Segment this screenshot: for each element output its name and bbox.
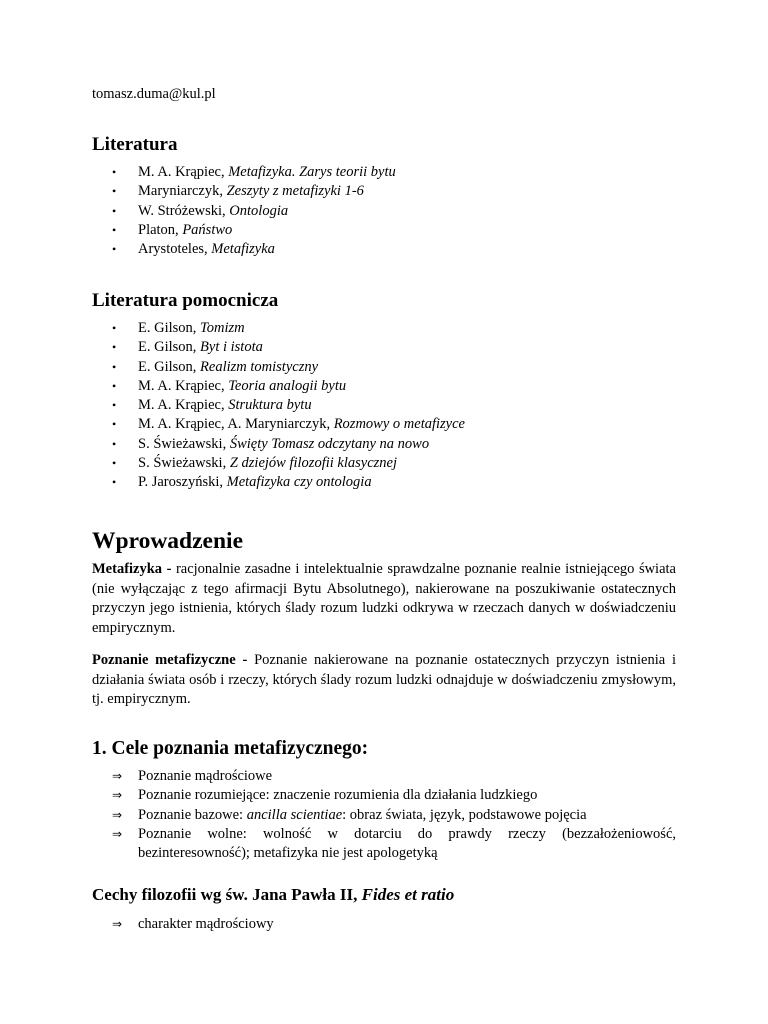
list-item xyxy=(112,377,465,396)
item-author: S. Świeżawski, xyxy=(138,455,230,472)
list-item xyxy=(112,358,465,377)
item-title: Realizm tomistyczny xyxy=(200,358,319,375)
item-author: P. Jaroszyński, xyxy=(138,474,227,491)
arrow-bullet-icon: ⇒ xyxy=(112,807,123,822)
bullet-icon: • xyxy=(112,165,117,179)
item-title: Rozmowy o metafizyce xyxy=(333,416,465,433)
list-item xyxy=(112,182,396,201)
cele-list xyxy=(112,767,676,863)
list-item xyxy=(112,435,465,454)
item-title: Metafizyka xyxy=(211,241,275,258)
bullet-icon: • xyxy=(112,359,117,374)
bullet-icon: • xyxy=(112,378,117,393)
literatura-heading: Literatura xyxy=(92,134,178,155)
literatura-pomocnicza-heading: Literatura pomocnicza xyxy=(92,290,279,311)
item-title: Zeszyty z metafizyki 1-6 xyxy=(226,183,364,200)
definition-term: Poznanie metafizyczne - xyxy=(92,652,248,668)
item-text: Poznanie mądrościowe xyxy=(138,768,273,784)
item-author: Maryniarczyk, xyxy=(138,183,227,200)
item-italic-text: ancilla scientiae xyxy=(246,806,343,823)
item-text: Poznanie rozumiejące: znaczenie rozumienia dla działania ludzkiego xyxy=(138,787,538,804)
item-author: M. A. Krąpiec, A. Maryniarczyk, xyxy=(138,416,334,433)
item-text: Poznanie wolne: wolność w dotarciu do prawdy rzeczy (bezzałożeniowość, bezinteresowność); metafizyka nie jest apologetyką xyxy=(138,825,676,862)
bullet-icon: • xyxy=(112,475,117,490)
bullet-icon: • xyxy=(112,321,117,335)
heading-text: Cechy filozofii wg św. Jana Pawła II, xyxy=(92,885,362,904)
list-item xyxy=(112,825,676,864)
item-author: S. Świeżawski, xyxy=(138,435,230,452)
item-title: Z dziejów filozofii klasycznej xyxy=(229,455,397,472)
item-author: E. Gilson, xyxy=(138,358,201,375)
list-item xyxy=(112,221,396,240)
definition-term: Metafizyka - xyxy=(92,561,172,577)
definition-text: racjonalnie zasadne i intelektualnie sprawdzalne poznanie realnie istniejącego świata (nie wyłączając z tego afirmacji Bytu Absolutnego), nakierowane na poszukiwanie ostatecznych przyczyn jego istnienia, których ślady rozum ludzki odkrywa w rzeczach danych w doświadczeniu empirycznym. xyxy=(92,561,676,636)
item-title: Metafizyka. Zarys teorii bytu xyxy=(228,164,396,180)
item-title: Byt i istota xyxy=(200,339,263,356)
cechy-list xyxy=(112,915,676,934)
item-author: E. Gilson, xyxy=(138,320,201,336)
list-item xyxy=(112,415,465,434)
bullet-icon: • xyxy=(112,456,117,471)
item-title: Ontologia xyxy=(229,202,289,219)
cechy-heading xyxy=(92,885,454,905)
bullet-icon: • xyxy=(112,222,117,237)
item-author: M. A. Krąpiec, xyxy=(138,377,229,394)
item-title: Tomizm xyxy=(200,320,245,336)
item-author: W. Stróżewski, xyxy=(138,202,230,219)
bullet-icon: • xyxy=(112,417,117,432)
item-author: M. A. Krąpiec, xyxy=(138,397,229,414)
poznanie-metafizyczne-definition xyxy=(92,651,676,710)
list-item xyxy=(112,767,676,786)
list-item xyxy=(112,806,676,825)
list-item xyxy=(112,786,676,805)
arrow-bullet-icon: ⇒ xyxy=(112,788,123,803)
literatura-pomocnicza-list xyxy=(112,319,465,493)
arrow-bullet-icon: ⇒ xyxy=(112,769,123,783)
metafizyka-definition xyxy=(92,560,676,638)
bullet-icon: • xyxy=(112,436,117,451)
list-item xyxy=(112,454,465,473)
bullet-icon: • xyxy=(112,203,117,218)
list-item xyxy=(112,163,396,182)
list-item xyxy=(112,338,465,357)
list-item xyxy=(112,915,676,934)
bullet-icon: • xyxy=(112,242,117,257)
item-title: Państwo xyxy=(182,221,233,238)
list-item xyxy=(112,240,396,259)
list-item xyxy=(112,202,396,221)
list-item xyxy=(112,319,465,338)
item-author: E. Gilson, xyxy=(138,339,201,356)
bullet-icon: • xyxy=(112,184,117,199)
list-item xyxy=(112,473,465,492)
author-email[interactable]: tomasz.duma@kul.pl xyxy=(92,86,216,102)
heading-italic-text: Fides et ratio xyxy=(361,885,455,904)
item-text: Poznanie bazowe: xyxy=(138,806,247,823)
item-author: M. A. Krąpiec, xyxy=(138,164,229,180)
literatura-list xyxy=(112,163,396,259)
bullet-icon: • xyxy=(112,340,117,355)
arrow-bullet-icon: ⇒ xyxy=(112,917,123,931)
definition-text: Poznanie nakierowane na poznanie ostatecznych przyczyn istnienia i działania świata osób i rzeczy, których ślady rozum ludzki odnajduje w doświadczeniu zmysłowym, tj. empirycznym. xyxy=(92,652,676,707)
bullet-icon: • xyxy=(112,398,117,413)
item-author: Platon, xyxy=(138,221,183,238)
item-text: : obraz świata, język, podstawowe pojęcia xyxy=(342,806,587,823)
item-author: Arystoteles, xyxy=(138,241,212,258)
item-title: Metafizyka czy ontologia xyxy=(226,474,372,491)
item-text: charakter mądrościowy xyxy=(138,916,274,932)
item-title: Święty Tomasz odczytany na nowo xyxy=(229,435,430,452)
item-title: Struktura bytu xyxy=(228,397,312,414)
arrow-bullet-icon: ⇒ xyxy=(112,826,123,841)
item-title: Teoria analogii bytu xyxy=(228,377,347,394)
cele-heading: 1. Cele poznania metafizycznego: xyxy=(92,738,369,759)
list-item xyxy=(112,396,465,415)
wprowadzenie-heading: Wprowadzenie xyxy=(92,528,244,554)
